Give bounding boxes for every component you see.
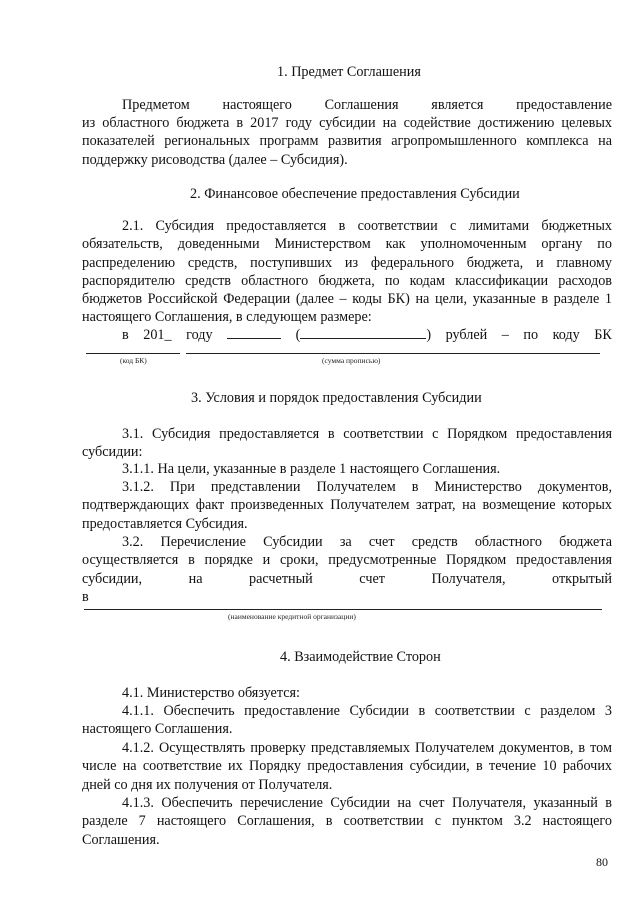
bank-name-line[interactable] (84, 609, 602, 610)
bank-name-caption: (наименование кредитной организации) (228, 612, 356, 621)
section-4-1-2-para: 4.1.2. Осуществлять проверку представляемых Получателем документов, в том числе на соответствие их Порядку предоставления субсидии, в течение 10 рабочих дней со дня их получения от Получателя. (82, 740, 612, 793)
section-1-title: 1. Предмет Соглашения (277, 64, 421, 80)
sum-words-group: ( ) (295, 327, 432, 343)
section-3-2-end: в (82, 589, 89, 605)
section-3-1-para: 3.1. Субсидия предоставляется в соответствии с Порядком предоставления субсидии: (82, 426, 612, 461)
amount-row-word: году (186, 327, 213, 343)
section-3-2-para: 3.2. Перечисление Субсидии за счет средств областного бюджета осуществляется в порядке и сроки, предусмотренные Порядком предоставления субсидии, на расчетный счет Получателя, открытый (82, 534, 612, 587)
section-1-para-rest: из областного бюджета в 2017 году субсидии на содействие достижению целевых показателей региональных программ развития агропромышленного комплекса на поддержку рисоводства (далее – Субсидия). (82, 115, 612, 168)
section-4-title: 4. Взаимодействие Сторон (280, 649, 441, 665)
sum-words-field[interactable] (300, 326, 426, 339)
sum-words-caption: (сумма прописью) (322, 356, 381, 365)
section-2-1-para: 2.1. Субсидия предоставляется в соответствии с лимитами бюджетных обязательств, доведенными Министерством как уполномоченным органу по распределению средств, поступивших из федерального бюджета, и главному распорядителю средств областного бюджета, по кодам классификации расходов бюджетов Российской Федерации (далее – коды БК) на цели, указанные в разделе 1 настоящего Соглашения, в следующем размере: (82, 218, 612, 326)
amount-row-word: – (501, 327, 509, 343)
amount-row-word: БК (594, 327, 612, 343)
amount-field[interactable] (227, 326, 281, 339)
sum-words-line[interactable] (186, 353, 600, 354)
section-2-title: 2. Финансовое обеспечение предоставления Субсидии (190, 186, 520, 202)
bk-code-caption: (код БК) (120, 356, 147, 365)
amount-row (122, 326, 612, 344)
section-3-title: 3. Условия и порядок предоставления Субсидии (191, 390, 482, 406)
section-4-1-para: 4.1. Министерство обязуется: (122, 685, 300, 701)
amount-row-year: 201_ (143, 327, 172, 343)
section-3-1-2-para: 3.1.2. При представлении Получателем в Министерство документов, подтверждающих факт произведенных Получателем затрат, на возмещение которых предоставляется Субсидия. (82, 479, 612, 532)
amount-row-word: в (122, 327, 129, 343)
amount-row-word: по (523, 327, 539, 343)
bk-code-line[interactable] (86, 353, 180, 354)
page-number: 80 (596, 855, 608, 869)
section-1-para-line1: Предметом настоящего Соглашения является предоставление (122, 97, 612, 113)
amount-row-word: рублей (445, 327, 488, 343)
section-4-1-1-para: 4.1.1. Обеспечить предоставление Субсидии в соответствии с разделом 3 настоящего Соглашения. (82, 703, 612, 738)
section-4-1-3-para: 4.1.3. Обеспечить перечисление Субсидии на счет Получателя, указанный в разделе 7 настоящего Соглашения, в соответствии с пунктом 3.2 настоящего Соглашения. (82, 795, 612, 848)
amount-row-word: коду (552, 327, 580, 343)
section-3-1-1-para: 3.1.1. На цели, указанные в разделе 1 настоящего Соглашения. (122, 461, 501, 477)
